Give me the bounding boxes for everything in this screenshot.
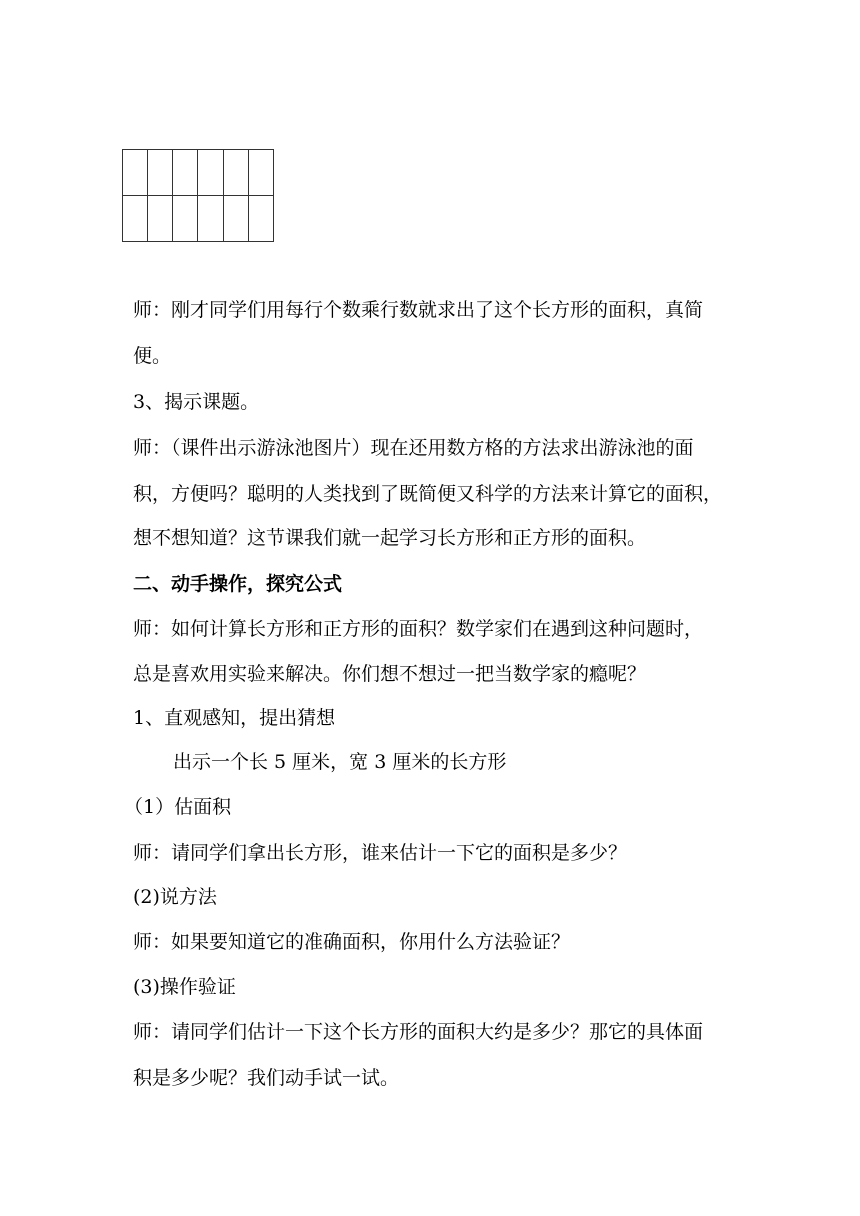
paragraph-line: 师：请同学们拿出长方形，谁来估计一下它的面积是多少？ xyxy=(133,842,628,864)
section-heading: 二、动手操作，探究公式 xyxy=(133,573,343,595)
paragraph-line: 出示一个长 5 厘米，宽 3 厘米的长方形 xyxy=(173,751,507,773)
grid-cell xyxy=(123,196,148,242)
paragraph-line: 想不想知道？这节课我们就一起学习长方形和正方形的面积。 xyxy=(133,527,647,549)
grid-cell xyxy=(248,150,273,196)
paragraph-line: 师：如何计算长方形和正方形的面积？数学家们在遇到这种问题时， xyxy=(133,618,704,640)
grid-cell xyxy=(223,196,248,242)
grid-cell xyxy=(223,150,248,196)
grid-cell xyxy=(198,196,223,242)
paragraph-line: 师：（课件出示游泳池图片）现在还用数方格的方法求出游泳池的面 xyxy=(133,437,694,459)
paragraph-line: 积，方便吗？聪明的人类找到了既简便又科学的方法来计算它的面积， xyxy=(133,483,723,505)
grid-cell xyxy=(248,196,273,242)
grid-cell xyxy=(173,150,198,196)
step-heading: (2)说方法 xyxy=(133,886,217,908)
grid-cell xyxy=(148,196,173,242)
step-heading: （1）估面积 xyxy=(124,796,232,818)
subsection-heading: 1、直观感知，提出猜想 xyxy=(133,707,336,729)
section-item-heading: 3、揭示课题。 xyxy=(133,391,260,413)
paragraph-line: 总是喜欢用实验来解决。你们想不想过一把当数学家的瘾呢？ xyxy=(133,663,647,685)
step-heading: (3)操作验证 xyxy=(133,976,236,998)
paragraph-line: 师：如果要知道它的准确面积，你用什么方法验证？ xyxy=(133,931,571,953)
paragraph-line: 师：请同学们估计一下这个长方形的面积大约是多少？那它的具体面 xyxy=(133,1021,704,1043)
grid-cell xyxy=(148,150,173,196)
paragraph-line: 师：刚才同学们用每行个数乘行数就求出了这个长方形的面积，真简 xyxy=(133,299,704,321)
grid-row xyxy=(123,196,274,242)
grid-cell xyxy=(198,150,223,196)
paragraph-line: 便。 xyxy=(133,345,172,367)
grid-cell xyxy=(173,196,198,242)
paragraph-line: 积是多少呢？我们动手试一试。 xyxy=(133,1067,400,1089)
grid-row xyxy=(123,150,274,196)
grid-cell xyxy=(123,150,148,196)
square-grid-figure xyxy=(122,149,274,242)
